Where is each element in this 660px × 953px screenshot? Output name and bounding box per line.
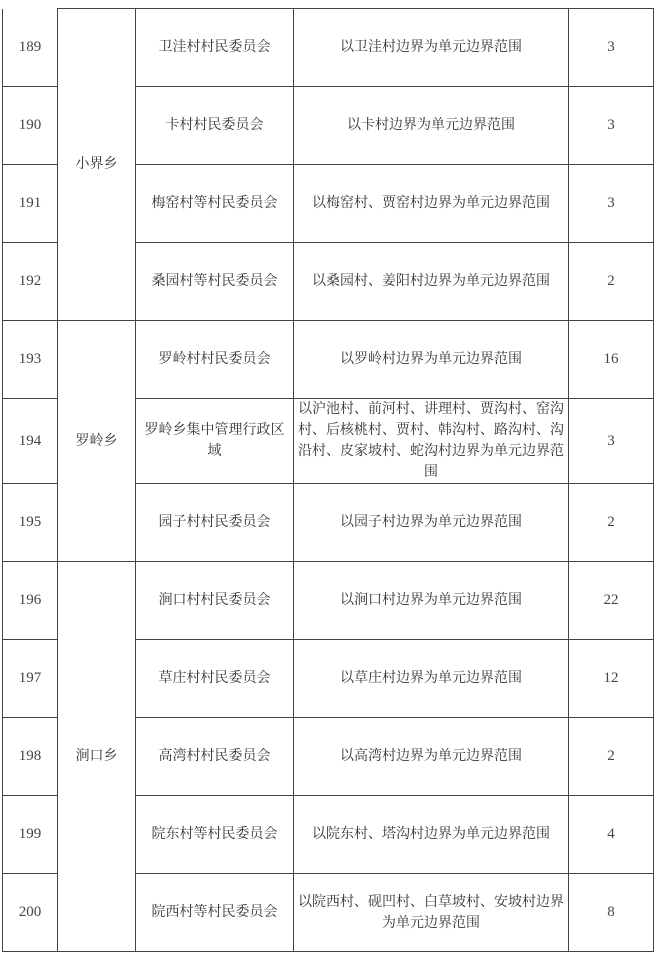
row-number: 193 [3, 321, 58, 399]
unit-name-cell: 卡村村民委员会 [136, 87, 294, 165]
count-cell: 22 [569, 562, 654, 640]
boundary-range-cell: 以桑园村、姜阳村边界为单元边界范围 [294, 243, 569, 321]
unit-name-cell: 高湾村村民委员会 [136, 718, 294, 796]
unit-name-cell: 罗岭乡集中管理行政区域 [136, 399, 294, 484]
row-number: 199 [3, 796, 58, 874]
count-cell: 16 [569, 321, 654, 399]
township-cell: 小界乡 [58, 9, 136, 321]
count-cell: 2 [569, 243, 654, 321]
count-cell: 3 [569, 9, 654, 87]
row-number: 195 [3, 484, 58, 562]
unit-name-cell: 涧口村村民委员会 [136, 562, 294, 640]
row-number: 198 [3, 718, 58, 796]
unit-name-cell: 桑园村等村民委员会 [136, 243, 294, 321]
boundary-range-cell: 以高湾村边界为单元边界范围 [294, 718, 569, 796]
table-row [3, 9, 654, 87]
row-number: 192 [3, 243, 58, 321]
row-number: 190 [3, 87, 58, 165]
count-cell: 3 [569, 87, 654, 165]
table-row [3, 321, 654, 399]
unit-name-cell: 草庄村村民委员会 [136, 640, 294, 718]
count-cell: 12 [569, 640, 654, 718]
unit-name-cell: 梅窑村等村民委员会 [136, 165, 294, 243]
boundary-range-cell: 以沪池村、前河村、讲理村、贾沟村、窑沟村、后核桃村、贾村、韩沟村、路沟村、沟沿村、皮家坡村、蛇沟村边界为单元边界范围 [294, 399, 569, 484]
row-number: 200 [3, 874, 58, 952]
boundary-range-cell: 以院西村、砚凹村、白草坡村、安坡村边界为单元边界范围 [294, 874, 569, 952]
count-cell: 3 [569, 399, 654, 484]
table-row [3, 562, 654, 640]
boundary-range-cell: 以院东村、塔沟村边界为单元边界范围 [294, 796, 569, 874]
boundary-range-cell: 以涧口村边界为单元边界范围 [294, 562, 569, 640]
township-cell: 罗岭乡 [58, 321, 136, 562]
boundary-range-cell: 以罗岭村边界为单元边界范围 [294, 321, 569, 399]
unit-boundary-table [2, 8, 654, 952]
row-number: 197 [3, 640, 58, 718]
count-cell: 3 [569, 165, 654, 243]
unit-name-cell: 卫洼村村民委员会 [136, 9, 294, 87]
row-number: 196 [3, 562, 58, 640]
boundary-range-cell: 以卡村边界为单元边界范围 [294, 87, 569, 165]
count-cell: 2 [569, 484, 654, 562]
township-cell: 涧口乡 [58, 562, 136, 952]
boundary-range-cell: 以卫洼村边界为单元边界范围 [294, 9, 569, 87]
count-cell: 8 [569, 874, 654, 952]
unit-name-cell: 罗岭村村民委员会 [136, 321, 294, 399]
boundary-range-cell: 以园子村边界为单元边界范围 [294, 484, 569, 562]
row-number: 194 [3, 399, 58, 484]
unit-name-cell: 院东村等村民委员会 [136, 796, 294, 874]
boundary-range-cell: 以梅窑村、贾窑村边界为单元边界范围 [294, 165, 569, 243]
count-cell: 2 [569, 718, 654, 796]
row-number: 191 [3, 165, 58, 243]
boundary-range-cell: 以草庄村边界为单元边界范围 [294, 640, 569, 718]
unit-name-cell: 园子村村民委员会 [136, 484, 294, 562]
count-cell: 4 [569, 796, 654, 874]
row-number: 189 [3, 9, 58, 87]
unit-name-cell: 院西村等村民委员会 [136, 874, 294, 952]
